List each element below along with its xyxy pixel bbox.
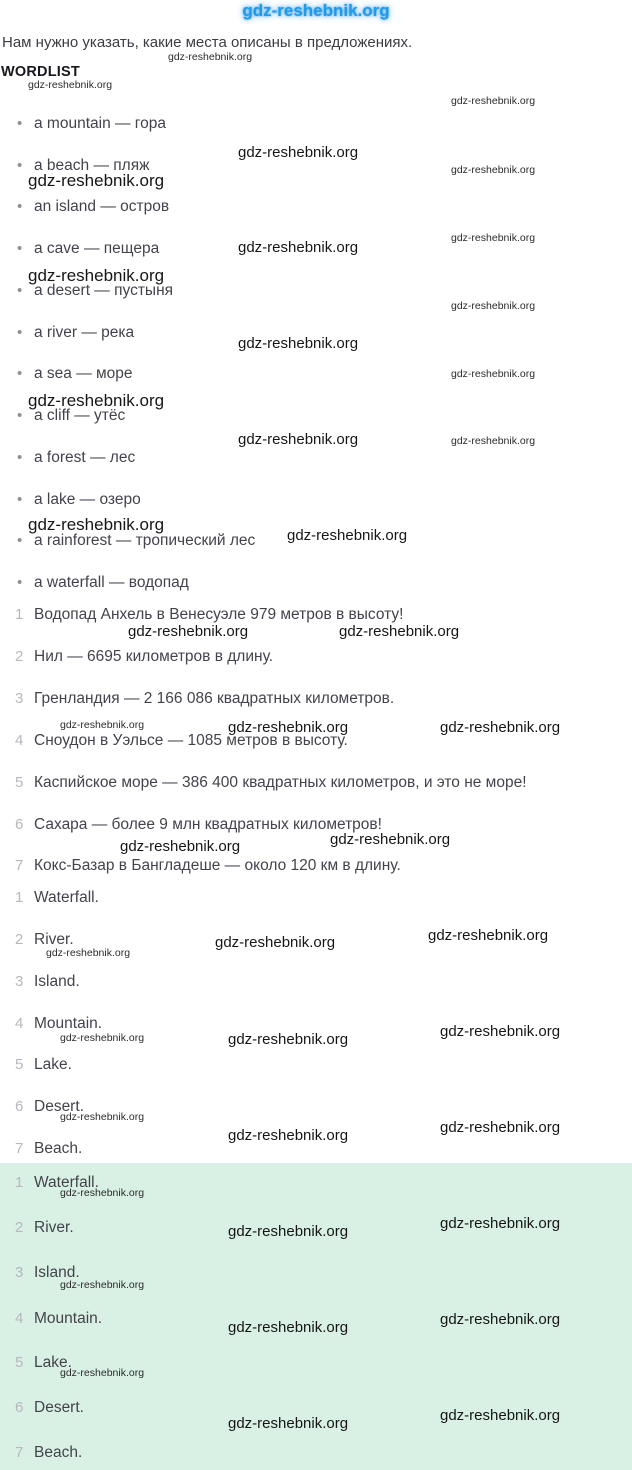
question-item: [0, 816, 632, 838]
final-answer-text: Desert.: [34, 1399, 84, 1416]
final-answer-number: 1: [15, 1174, 24, 1191]
answer-number: 3: [15, 973, 24, 990]
question-text: Водопад Анхель в Венесуэле 979 метров в высоту!: [34, 606, 404, 623]
final-answer-number: 7: [15, 1444, 24, 1461]
wordlist-text: a beach — пляж: [34, 157, 150, 174]
question-number: 2: [15, 648, 24, 665]
final-answer-text: River.: [34, 1219, 74, 1236]
final-answer-text: Beach.: [34, 1444, 83, 1461]
watermark: gdz-reshebnik.org: [168, 51, 253, 63]
watermark: gdz-reshebnik.org: [60, 1367, 145, 1379]
watermark: gdz-reshebnik.org: [287, 527, 408, 544]
answer-number: 7: [15, 1140, 24, 1157]
wordlist-text: a cliff — утёс: [34, 407, 126, 424]
watermark: gdz-reshebnik.org: [228, 1223, 349, 1240]
wordlist-item: [0, 574, 632, 596]
bullet-icon: [17, 324, 22, 341]
wordlist-text: a river — река: [34, 324, 135, 341]
watermark: gdz-reshebnik.org: [451, 232, 536, 244]
watermark: gdz-reshebnik.org: [451, 435, 536, 447]
watermark: gdz-reshebnik.org: [428, 927, 549, 944]
watermark: gdz-reshebnik.org: [215, 934, 336, 951]
watermark: gdz-reshebnik.org: [28, 266, 165, 285]
watermark: gdz-reshebnik.org: [228, 1127, 349, 1144]
question-number: 1: [15, 606, 24, 623]
final-answer-text: Island.: [34, 1264, 80, 1281]
watermark: gdz-reshebnik.org: [120, 838, 241, 855]
watermark: gdz-reshebnik.org: [451, 300, 536, 312]
question-text: Сахара — более 9 млн квадратных километров!: [34, 816, 382, 833]
watermark: gdz-reshebnik.org: [238, 239, 359, 256]
bullet-icon: [17, 532, 22, 549]
bullet-icon: [17, 574, 22, 591]
answer-number: 4: [15, 1015, 24, 1032]
question-number: 6: [15, 816, 24, 833]
bullet-icon: [17, 282, 22, 299]
watermark: gdz-reshebnik.org: [228, 1319, 349, 1336]
watermark: gdz-reshebnik.org: [440, 719, 561, 736]
answer-number: 5: [15, 1056, 24, 1073]
bullet-icon: [17, 365, 22, 382]
wordlist-text: a rainforest — тропический лес: [34, 532, 256, 549]
wordlist-item: [0, 115, 632, 137]
answer-text: River.: [34, 931, 74, 948]
site-title-link[interactable]: gdz-reshebnik.org: [242, 1, 390, 20]
watermark: gdz-reshebnik.org: [451, 368, 536, 380]
answer-item: [0, 1056, 632, 1078]
watermark: gdz-reshebnik.org: [238, 335, 359, 352]
question-text: Нил — 6695 километров в длину.: [34, 648, 274, 665]
watermark: gdz-reshebnik.org: [60, 1111, 145, 1123]
watermark: gdz-reshebnik.org: [128, 623, 249, 640]
answer-text: Island.: [34, 973, 80, 990]
final-answer-number: 3: [15, 1264, 24, 1281]
question-number: 5: [15, 774, 24, 791]
bullet-icon: [17, 157, 22, 174]
final-answer-text: Mountain.: [34, 1310, 103, 1327]
watermark: gdz-reshebnik.org: [228, 1031, 349, 1048]
watermark: gdz-reshebnik.org: [228, 1415, 349, 1432]
question-item: [0, 606, 632, 628]
watermark: gdz-reshebnik.org: [440, 1407, 561, 1424]
final-answer-item: [0, 1444, 632, 1466]
wordlist-text: a mountain — гора: [34, 115, 166, 132]
watermark: gdz-reshebnik.org: [46, 947, 131, 959]
final-answer-number: 6: [15, 1399, 24, 1416]
question-item: [0, 774, 632, 796]
answer-item: [0, 889, 632, 911]
watermark: gdz-reshebnik.org: [339, 623, 460, 640]
wordlist-text: a waterfall — водопад: [34, 574, 189, 591]
watermark: gdz-reshebnik.org: [60, 1032, 145, 1044]
wordlist-title: WORDLIST: [1, 64, 80, 80]
watermark: gdz-reshebnik.org: [440, 1023, 561, 1040]
watermark: gdz-reshebnik.org: [60, 719, 145, 731]
question-item: [0, 648, 632, 670]
question-number: 7: [15, 857, 24, 874]
wordlist-item: [0, 198, 632, 220]
watermark: gdz-reshebnik.org: [228, 719, 349, 736]
watermark: gdz-reshebnik.org: [238, 144, 359, 161]
answer-number: 1: [15, 889, 24, 906]
final-answer-text: Waterfall.: [34, 1174, 99, 1191]
watermark: gdz-reshebnik.org: [440, 1311, 561, 1328]
question-item: [0, 857, 632, 879]
wordlist-item: [0, 449, 632, 471]
bullet-icon: [17, 240, 22, 257]
bullet-icon: [17, 491, 22, 508]
watermark: gdz-reshebnik.org: [60, 1187, 145, 1199]
watermark: gdz-reshebnik.org: [440, 1119, 561, 1136]
question-text: Гренландия — 2 166 086 квадратных километров.: [34, 690, 395, 707]
watermark: gdz-reshebnik.org: [28, 391, 165, 410]
question-text: Каспийское море — 386 400 квадратных километров, и это не море!: [34, 774, 527, 791]
watermark: gdz-reshebnik.org: [28, 515, 165, 534]
wordlist-item: [0, 365, 632, 387]
questions-list: [0, 606, 632, 881]
final-answer-number: 4: [15, 1310, 24, 1327]
watermark: gdz-reshebnik.org: [440, 1215, 561, 1232]
final-answer-text: Lake.: [34, 1354, 72, 1371]
wordlist-text: a cave — пещера: [34, 240, 160, 257]
bullet-icon: [17, 449, 22, 466]
watermark: gdz-reshebnik.org: [28, 79, 113, 91]
watermark: gdz-reshebnik.org: [451, 95, 536, 107]
question-number: 4: [15, 732, 24, 749]
bullet-icon: [17, 407, 22, 424]
answer-text: Waterfall.: [34, 889, 99, 906]
watermark: gdz-reshebnik.org: [60, 1279, 145, 1291]
watermark: gdz-reshebnik.org: [238, 431, 359, 448]
answer-item: [0, 973, 632, 995]
answer-text: Beach.: [34, 1140, 83, 1157]
wordlist-item: [0, 491, 632, 513]
wordlist-text: a lake — озеро: [34, 491, 141, 508]
answer-number: 6: [15, 1098, 24, 1115]
answer-text: Desert.: [34, 1098, 84, 1115]
final-answer-number: 2: [15, 1219, 24, 1236]
watermark: gdz-reshebnik.org: [330, 831, 451, 848]
bullet-icon: [17, 198, 22, 215]
bullet-icon: [17, 115, 22, 132]
intro-text: Нам нужно указать, какие места описаны в предложениях.: [2, 34, 413, 51]
wordlist-text: an island — остров: [34, 198, 170, 215]
question-item: [0, 690, 632, 712]
question-number: 3: [15, 690, 24, 707]
wordlist-text: a desert — пустыня: [34, 282, 174, 299]
watermark: gdz-reshebnik.org: [451, 164, 536, 176]
wordlist-text: a forest — лес: [34, 449, 136, 466]
wordlist-text: a sea — море: [34, 365, 133, 382]
question-text: Кокс-Базар в Бангладеше — около 120 км в длину.: [34, 857, 401, 874]
question-text: Сноудон в Уэльсе — 1085 метров в высоту.: [34, 732, 348, 749]
answer-text: Lake.: [34, 1056, 72, 1073]
answer-number: 2: [15, 931, 24, 948]
watermark: gdz-reshebnik.org: [28, 171, 165, 190]
final-answer-number: 5: [15, 1354, 24, 1371]
answer-text: Mountain.: [34, 1015, 103, 1032]
